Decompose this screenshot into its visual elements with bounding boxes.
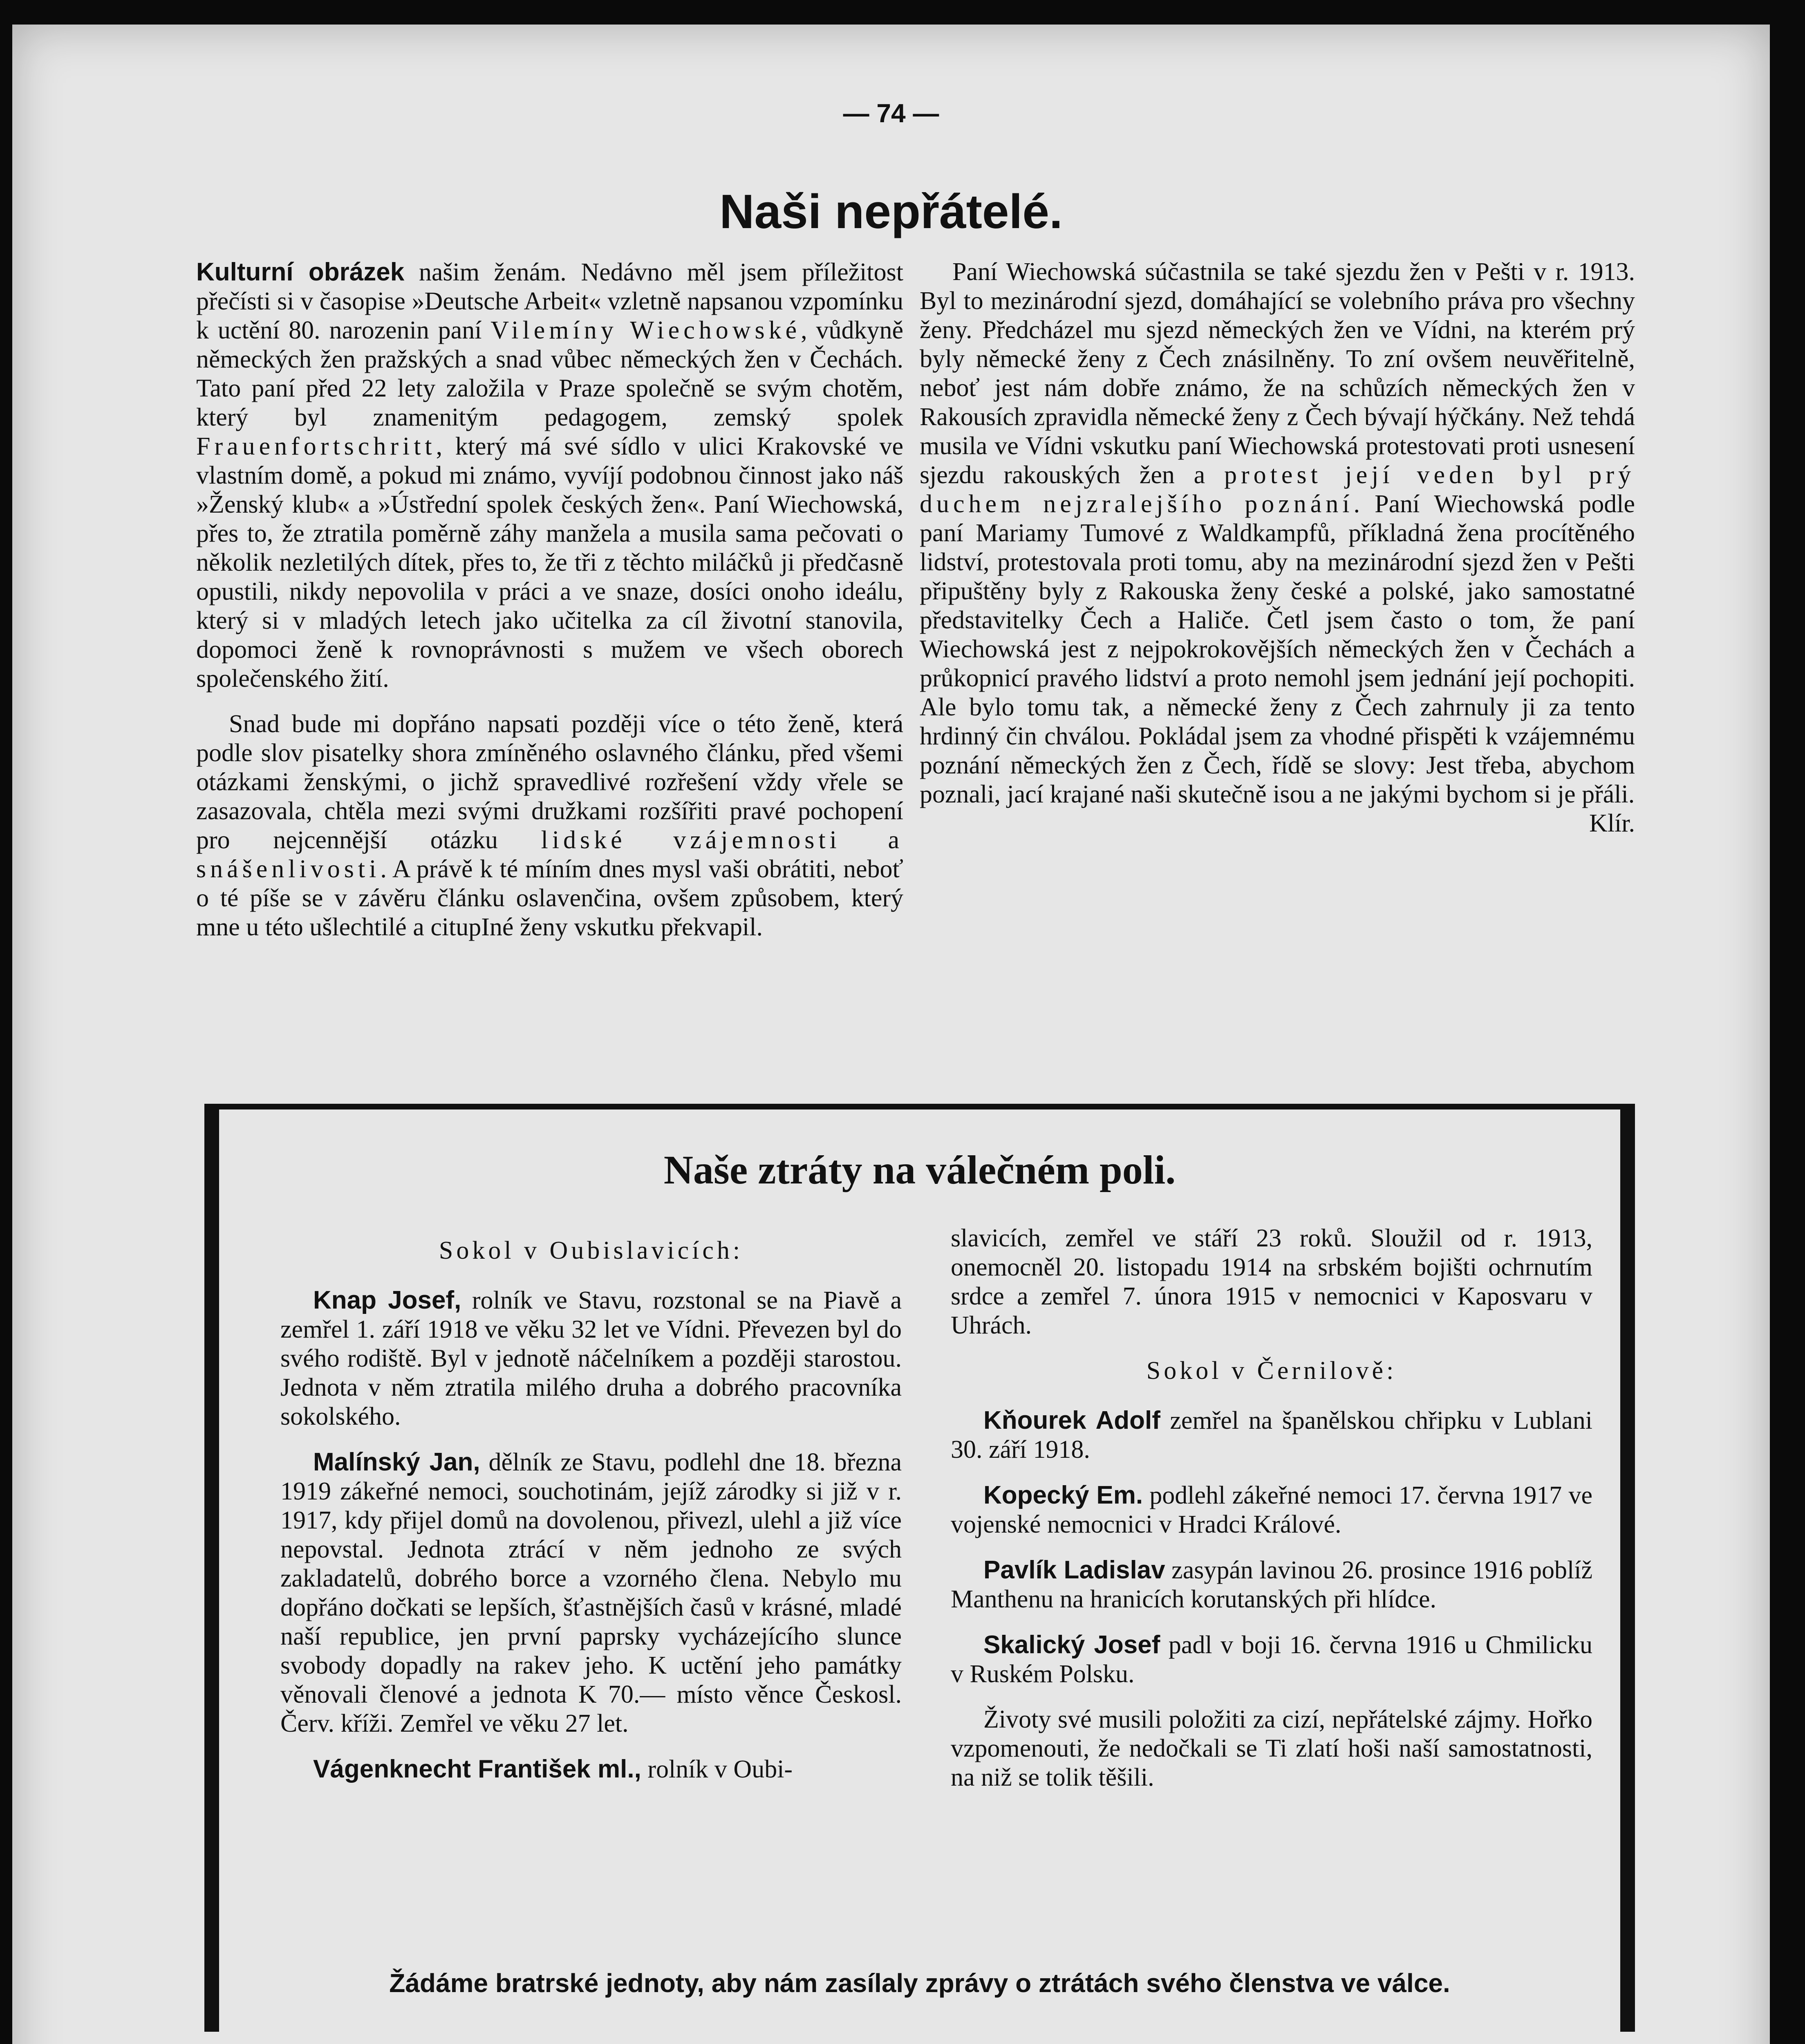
newspaper-page [12,25,1770,2044]
obituary-entry: Pavlík Ladislav zasypán lavinou 26. prosince 1916 poblíž Manthenu na hranicích korutanských při hlídce. [951,1556,1592,1613]
signature: Klír. [1589,809,1635,837]
obituary-entry: Knap Josef, rolník ve Stavu, rozstonal se na Piavě a zemřel 1. září 1918 ve věku 32 let ve Vídni. Převezen byl do svého rodiště. Byl v jednotě náčelníkem a později starostou. Jednota v něm ztratila milého druha a dobrého pracovníka sokolského. [280,1286,902,1430]
footer-request: Žádáme bratrské jednoty, aby nám zasílaly zprávy o ztrátách svého členstva ve válce. [389,1968,1450,1998]
closing-paragraph: Životy své musili položiti za cizí, nepřátelské zájmy. Hořko vzpomenouti, že nedočkali se Ti zlatí hoši naší samostatnosti, na niž se tolik těšili. [951,1706,1592,1791]
obituary-entry: Vágenknecht František ml., rolník v Oubi- [313,1755,793,1783]
obituary-entry: Kňourek Adolf zemřel na španělskou chřipku v Lublani 30. září 1918. [951,1406,1592,1464]
losses-right-column [951,1224,1592,1809]
obituary-entry: Malínský Jan, dělník ze Stavu, podlehl dne 18. března 1919 zákeřné nemoci, souchotinám, jejíž zárodky si již v r. 1917, kdy přijel domů na dovolenou, přivezl, ulehl a již více nepovstal. Jednota ztrácí v něm jednoho ze svých zakladatelů, dobrého borce a vzorného člena. Nebylo mu dopřáno dočkati se lepších, šťastnějších časů v krásné, mladé naší republice, jen první paprsky vycházejícího slunce svobody dopadly na rakev jeho. K uctění jeho památky věnovali členové a jednota K 70.— místo věnce Českosl. Červ. kříži. Zemřel ve věku 27 let. [280,1448,902,1737]
section-heading: Sokol v Černilově: [1146,1357,1397,1385]
losses-title: Naše ztráty na válečném poli. [663,1147,1176,1192]
obituary-entry: Kopecký Em. podlehl zákeřné nemoci 17. června 1917 ve vojenské nemocnici v Hradci Králové. [951,1481,1592,1538]
article-paragraph: Snad bude mi dopřáno napsati později více o této ženě, která podle slov pisatelky shora zmíněného oslavného článku, před všemi otázkami ženskými, o jichž spravedlivé rozřešení vždy vřele se zasazovala, chtěla mezi svými družkami rozšířiti pravé pochopení pro nejcennější otázku lidské vzájemnosti a snášenlivosti. A právě k té míním dnes mysl vaši obrátiti, neboť o té píše se v závěru článku oslavenčina, ovšem způsobem, který mne u této ušlechtilé a citupIné ženy vskutku překvapil. [196,710,903,941]
obituary-entry: Skalický Josef padl v boji 16. června 1916 u Chmilicku v Ruském Polsku. [951,1631,1593,1688]
article-left-column [196,258,903,958]
losses-left-column [280,1224,902,1800]
article-paragraph: Kulturní obrázek našim ženám. Nedávno měl jsem příležitost přečísti si v časopise »Deutsche Arbeit« vzletně napsanou vzpomínku k uctění 80. narozenin paní Vilemíny Wiechowské, vůdkyně německých žen pražských a snad vůbec německých žen v Čechách. Tato paní před 22 lety založila v Praze společně se svým chotěm, který byl znamenitým pedagogem, zemský spolek Frauenfortschritt, který má své sídlo v ulici Krakovské ve vlastním domě, a pokud mi známo, vyvíjí podobnou činnost jako náš »Ženský klub« a »Ústřední spolek českých žen«. Paní Wiechowská, přes to, že ztratila poměrně záhy manžela a musila sama pečovati o několik nezletilých dítek, přes to, že tři z těchto miláčků ji předčasně opustili, nikdy nepovolila v práci a ve snaze, dosíci onoho ideálu, který si v mladých letech jako učitelka za cíl životní stanovila, dopomoci ženě k rovnoprávnosti s mužem ve všech oborech společenského žití. [196,258,903,693]
section-heading: Sokol v Oubislavicích: [439,1237,743,1264]
page-number: — 74 — [843,99,939,128]
article-paragraph: Paní Wiechowská súčastnila se také sjezdu žen v Pešti v r. 1913. Byl to mezinárodní sjezd, domáhající se volebního práva pro všechny ženy. Předcházel mu sjezd německých žen ve Vídni, na kterém prý byly německé ženy z Čech znásilněny. To zní ovšem neuvěřitelně, neboť jest nám dobře známo, že na schůzích německých žen v Rakousích zpravidla německé ženy z Čech bývají hýčkány. Než tehdá musila ve Vídni vskutku paní Wiechowská protestovati proti usnesení sjezdu rakouských žen a protest její veden byl prý duchem nejzralejšího poznání. Paní Wiechowská podle paní Mariamy Tumové z Waldkampfů, příkladná žena procítěného lidství, protestovala proti tomu, aby na mezinárodní sjezd žen v Pešti připuštěny byly z Rakouska ženy české a polské, jako samostatné představitelky Čech a Haliče. Četl jsem často o tom, že paní Wiechowská jest z nejpokrokovějších německých žen v Čechách a průkopnicí pravého lidství a proto nemohl jsem jednání její pochopiti. Ale bylo tomu tak, a německé ženy z Čech zahrnuly ji za tento hrdinný čin chválou. Pokládal jsem za vhodné přispěti k vzájemnému poznání německých žen z Čech, řídě se slovy: Jest třeba, abychom poznali, jací krajané naši skutečně isou a ne jakými bychom si je přáli. Klír. [920,258,1635,837]
article-title: Naši nepřátelé. [719,185,1063,239]
obituary-continuation: slavicích, zemřel ve stáří 23 roků. Sloužil od r. 1913, onemocněl 20. listopadu 1914 na srbském bojišti ochrnutím srdce a zemřel 7. února 1915 v nemocnici v Kaposvaru v Uhrách. [951,1224,1592,1339]
losses-box [204,1104,1635,2032]
article-right-column [920,258,1635,838]
